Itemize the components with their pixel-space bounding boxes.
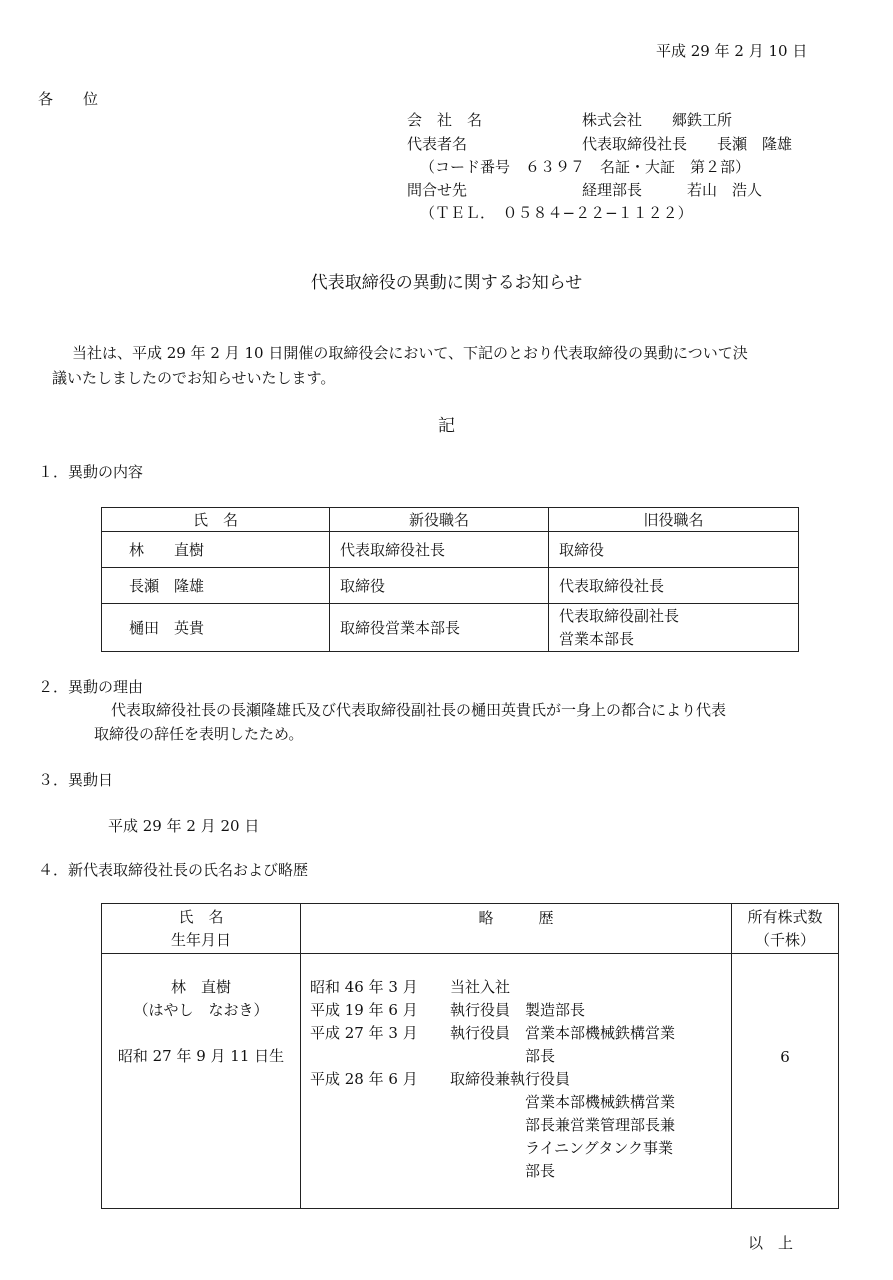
table-row — [102, 568, 799, 604]
addressee: 各 位 — [38, 90, 99, 108]
person-birthdate: 昭和 27 年 9 月 11 日生 — [117, 1047, 285, 1065]
section-2-heading: ２．異動の理由 — [38, 678, 144, 696]
closing-mark: 以 上 — [748, 1234, 794, 1252]
row-new-position: 代表取締役社長 — [330, 532, 549, 568]
column-header-history — [301, 904, 732, 954]
table-row — [102, 532, 799, 568]
history-entry — [310, 1160, 731, 1183]
history-text: 執行役員 製造部長 — [450, 1001, 586, 1019]
row-name: 長瀬 隆雄 — [102, 568, 330, 604]
shares-value: 6 — [780, 1048, 790, 1066]
old-position-line-1: 代表取締役副社長 — [559, 606, 680, 625]
row-old-position — [549, 604, 799, 652]
table-row — [102, 954, 839, 1209]
history-entry — [310, 1045, 731, 1068]
section-1-heading: １．異動の内容 — [38, 463, 144, 481]
reason-line-2: 取締役の辞任を表明したため。 — [94, 725, 304, 743]
effective-date: 平成 29 年 2 月 20 日 — [108, 817, 260, 835]
history-text: 執行役員 営業本部機械鉄構営業 — [450, 1024, 676, 1042]
document-date: 平成 29 年 2 月 10 日 — [656, 42, 808, 60]
history-date: 昭和 46 年 3 月 — [310, 978, 418, 996]
row-old-position: 代表取締役社長 — [549, 568, 799, 604]
person-reading: （はやし なおき） — [133, 1001, 269, 1019]
header-birthdate: 生年月日 — [170, 930, 231, 949]
history-text: ライニングタンク事業 — [450, 1139, 674, 1157]
column-header-name-birth — [102, 904, 301, 954]
representative-label: 代表者名 — [407, 135, 468, 153]
header-history: 略 歴 — [478, 909, 554, 927]
history-date: 平成 27 年 3 月 — [310, 1024, 418, 1042]
history-entry — [310, 1114, 731, 1137]
reason-line-1: 代表取締役社長の長瀬隆雄氏及び代表取締役副社長の樋田英貴氏が一身上の都合により代表 — [111, 701, 727, 719]
row-old-position: 取締役 — [549, 532, 799, 568]
column-header-shares — [732, 904, 839, 954]
shares-cell — [732, 954, 839, 1209]
history-text: 営業本部機械鉄構営業 — [450, 1093, 676, 1111]
history-entry — [310, 1022, 731, 1045]
ki-heading: 記 — [438, 416, 455, 436]
document-title: 代表取締役の異動に関するお知らせ — [310, 273, 583, 293]
representative-value: 代表取締役社長 長瀬 隆雄 — [582, 135, 793, 153]
column-header-name: 氏 名 — [102, 508, 330, 532]
table-row — [102, 604, 799, 652]
section-3-heading: ３．異動日 — [38, 771, 114, 789]
history-text: 部長 — [450, 1047, 556, 1065]
history-text: 部長 — [450, 1162, 556, 1180]
person-name: 林 直樹 — [170, 978, 231, 996]
section-4-heading: ４．新代表取締役社長の氏名および略歴 — [38, 861, 309, 879]
history-text: 当社入社 — [450, 978, 511, 996]
history-entry — [310, 1091, 731, 1114]
header-shares: 所有株式数 — [747, 907, 823, 926]
intro-line-1: 当社は、平成 29 年 2 月 10 日開催の取締役会において、下記のとおり代表取締役の異動について決 — [72, 344, 748, 362]
personnel-change-table — [101, 507, 799, 652]
history-entry — [310, 999, 731, 1022]
row-new-position: 取締役 — [330, 568, 549, 604]
history-date: 平成 19 年 6 月 — [310, 1001, 418, 1019]
telephone-line: （ＴＥＬ． ０５８４−２２−１１２２） — [420, 204, 693, 222]
intro-line-2: 議いたしましたのでお知らせいたします。 — [52, 369, 336, 387]
person-info-cell — [102, 954, 301, 1209]
stock-code-line: （コード番号 ６３９７ 名証・大証 第２部） — [420, 158, 751, 176]
history-entry — [310, 976, 731, 999]
history-entry — [310, 1137, 731, 1160]
column-header-old-position: 旧役職名 — [549, 508, 799, 532]
company-name: 株式会社 郷鉄工所 — [582, 111, 733, 129]
column-header-new-position: 新役職名 — [330, 508, 549, 532]
row-new-position: 取締役営業本部長 — [330, 604, 549, 652]
career-history-table — [101, 903, 839, 1209]
row-name: 林 直樹 — [102, 532, 330, 568]
contact-value: 経理部長 若山 浩人 — [582, 181, 763, 199]
row-name: 樋田 英貴 — [102, 604, 330, 652]
company-label: 会 社 名 — [407, 111, 483, 129]
history-cell — [301, 954, 732, 1209]
header-name: 氏 名 — [178, 907, 224, 926]
old-position-line-2: 営業本部長 — [559, 629, 635, 648]
header-shares-unit: （千株） — [754, 930, 815, 949]
history-date: 平成 28 年 6 月 — [310, 1070, 418, 1088]
history-entry — [310, 1068, 731, 1091]
contact-label: 問合せ先 — [407, 181, 468, 199]
history-text: 取締役兼執行役員 — [450, 1070, 571, 1088]
history-text: 部長兼営業管理部長兼 — [450, 1116, 676, 1134]
